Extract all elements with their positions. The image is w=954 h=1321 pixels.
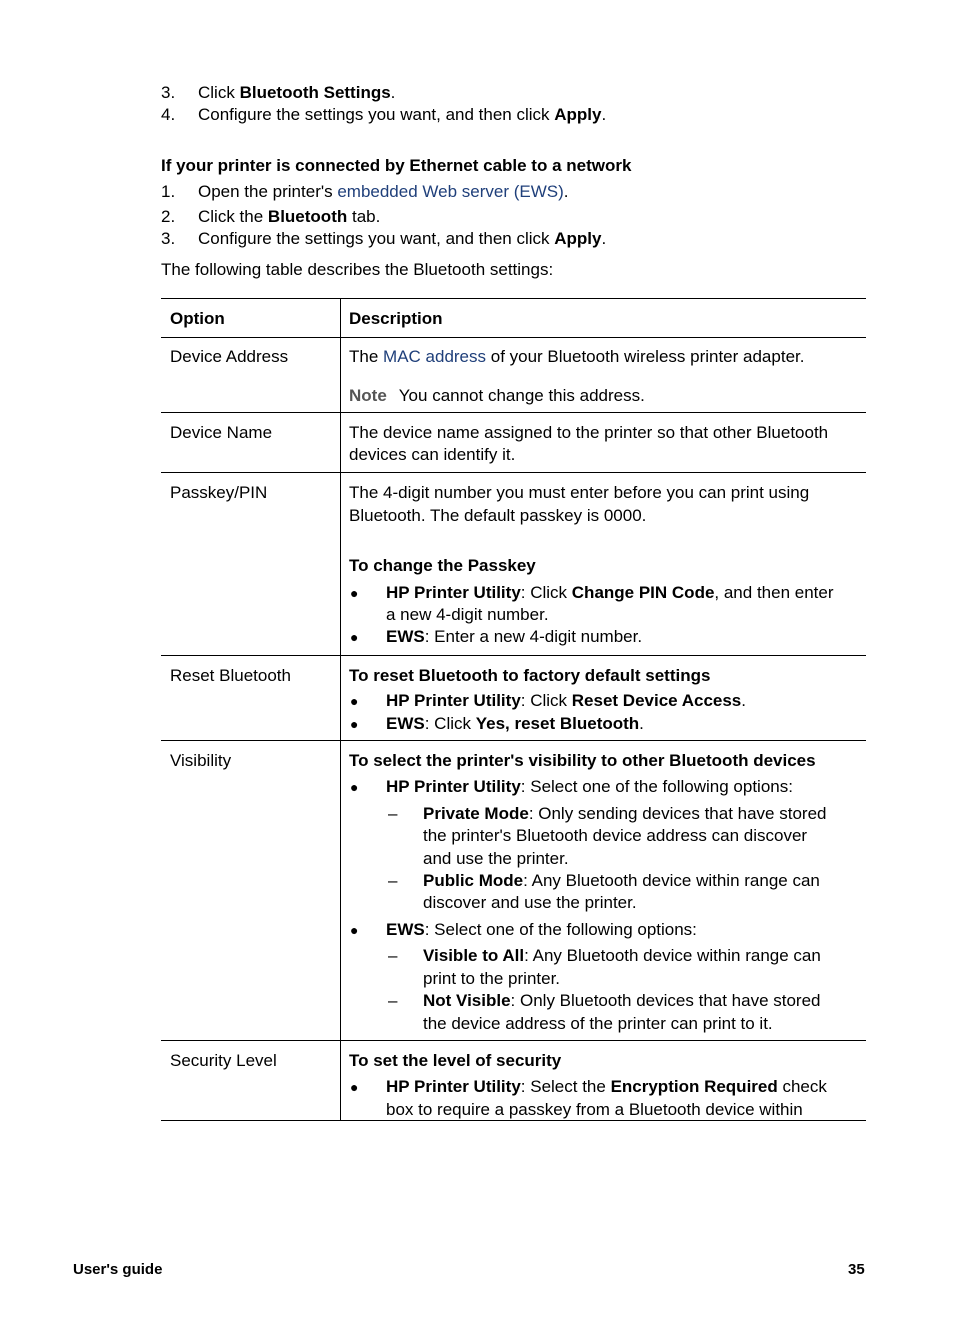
option-reset-bluetooth: Reset Bluetooth [170,666,291,685]
description-text: The MAC address of your Bluetooth wireless printer adapter. [349,347,805,366]
visibility-heading: To select the printer's visibility to other Bluetooth devices [349,751,816,770]
note-label: Note [349,386,387,405]
dash-text: Visible to All: Any Bluetooth device within range can [423,946,821,965]
dash-text: Public Mode: Any Bluetooth device within range can [423,871,820,890]
bullet: ● [350,1079,359,1095]
ethernet-heading: If your printer is connected by Ethernet cable to a network [161,156,632,175]
column-divider [340,298,341,1121]
table-rule [161,298,866,299]
passkey-heading: To change the Passkey [349,556,536,575]
step-text: Click Bluetooth Settings. [198,83,396,102]
description-text: The device name assigned to the printer so that other Bluetooth [349,423,829,442]
page-number: 35 [848,1261,865,1278]
table-rule [161,412,866,413]
bullet-text: HP Printer Utility: Select one of the following options: [386,777,793,796]
bullet: ● [350,779,359,795]
dash-text: discover and use the printer. [423,893,637,912]
table-rule [161,740,866,741]
bullet-text: HP Printer Utility: Click Change PIN Code, and then enter [386,583,834,602]
dash: – [388,804,398,823]
footer-guide-label: User's guide [73,1261,163,1278]
step-text: Configure the settings you want, and then click Apply. [198,229,607,248]
bullet-text: a new 4-digit number. [386,605,549,624]
ews-link[interactable]: embedded Web server (EWS) [337,182,564,201]
step-number: 3. [161,83,176,102]
description-text: devices can identify it. [349,445,516,464]
bullet: ● [350,716,359,732]
table-rule [161,655,866,656]
table-intro: The following table describes the Bluetooth settings: [161,260,554,279]
note: Note You cannot change this address. [349,386,645,405]
dash: – [388,871,398,890]
step-text: Open the printer's embedded Web server (EWS). [198,182,569,201]
bullet-text: EWS: Click Yes, reset Bluetooth. [386,714,644,733]
step-number: 3. [161,229,176,248]
dash-text: Private Mode: Only sending devices that have stored [423,804,827,823]
header-description: Description [349,309,443,328]
option-passkey: Passkey/PIN [170,483,268,502]
dash-text: the printer's Bluetooth device address can discover [423,826,808,845]
bullet: ● [350,922,359,938]
dash-text: and use the printer. [423,849,569,868]
step-number: 4. [161,105,176,124]
dash-text: Not Visible: Only Bluetooth devices that have stored [423,991,821,1010]
reset-heading: To reset Bluetooth to factory default settings [349,666,711,685]
option-visibility: Visibility [170,751,232,770]
description-text: The 4-digit number you must enter before you can print using [349,483,810,502]
table-rule [161,1040,866,1041]
step-text: Configure the settings you want, and then click Apply. [198,105,607,124]
description-text: Bluetooth. The default passkey is 0000. [349,506,647,525]
step-text: Click the Bluetooth tab. [198,207,381,226]
option-device-address: Device Address [170,347,289,366]
step-number: 1. [161,182,176,201]
option-device-name: Device Name [170,423,273,442]
step-number: 2. [161,207,176,226]
bullet-text: HP Printer Utility: Select the Encryption Required check [386,1077,827,1096]
bullet-text: box to require a passkey from a Bluetooth device within [386,1100,803,1119]
bullet: ● [350,693,359,709]
dash: – [388,946,398,965]
dash-text: the device address of the printer can print to it. [423,1014,773,1033]
header-option: Option [170,309,225,328]
security-heading: To set the level of security [349,1051,562,1070]
dash: – [388,991,398,1010]
mac-address-link[interactable]: MAC address [383,347,487,366]
option-security-level: Security Level [170,1051,277,1070]
dash-text: print to the printer. [423,969,561,988]
bullet: ● [350,585,359,601]
bullet-text: EWS: Select one of the following options: [386,920,697,939]
bullet-text: EWS: Enter a new 4-digit number. [386,627,643,646]
table-rule [161,337,866,338]
bullet-text: HP Printer Utility: Click Reset Device Access. [386,691,747,710]
bullet: ● [350,629,359,645]
table-rule [161,472,866,473]
